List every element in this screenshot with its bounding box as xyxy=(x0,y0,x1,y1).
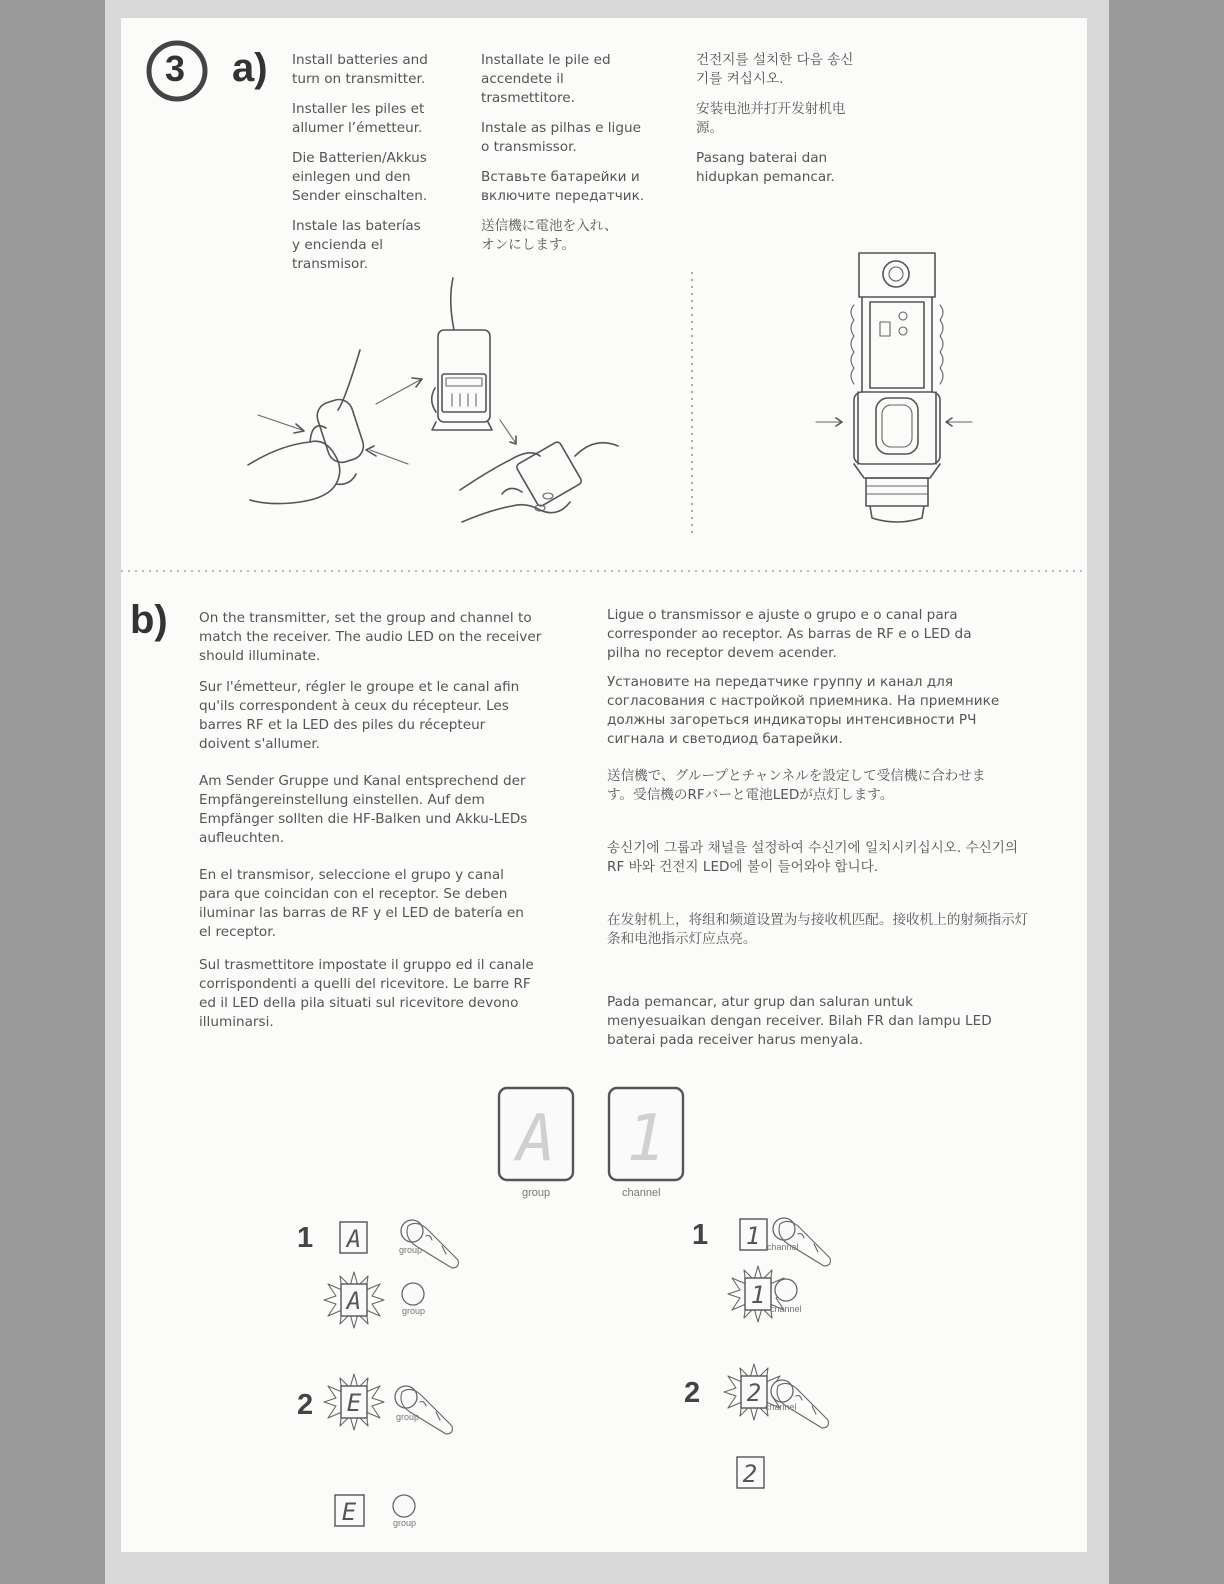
section-b-right-column xyxy=(607,606,1037,1061)
group-button-press-1[interactable] xyxy=(398,1216,468,1272)
group-button-label: group xyxy=(399,1245,423,1255)
section-a-col1 xyxy=(292,51,442,285)
channel-button-label: channel xyxy=(765,1402,797,1412)
instruction-fr: Installer les piles et allumer l’émetteur. xyxy=(292,101,425,136)
group-step-2-number: 2 xyxy=(297,1389,314,1421)
channel-step-2-number: 2 xyxy=(684,1377,701,1409)
section-a-divider xyxy=(690,272,694,534)
instruction-id: Pasang baterai dan hidupkan pemancar. xyxy=(696,150,835,185)
group-step-1-display xyxy=(339,1221,369,1255)
svg-text:A: A xyxy=(346,1287,362,1315)
channel-label: channel xyxy=(622,1187,661,1199)
section-b-left-column xyxy=(199,609,549,1043)
instruction-id: Pada pemancar, atur grup dan saluran untuk menyesuaikan dengan receiver. Bilah FR dan lampu LED baterai pada receiver harus menyala. xyxy=(607,994,992,1048)
section-divider xyxy=(121,569,1087,573)
instruction-en: Install batteries and turn on transmitter. xyxy=(292,52,428,87)
instruction-fr: Sur l'émetteur, régler le groupe et le canal afin qu'ils correspondent à ceux du récepteur. Les barres RF et la LED des piles du récepteur doivent s'allumer. xyxy=(199,679,520,752)
svg-text:2: 2 xyxy=(742,1460,758,1488)
instruction-es: Instale las baterías y encienda el transmisor. xyxy=(292,218,421,272)
handheld-transmitter-illustration xyxy=(810,250,980,530)
instruction-en: On the transmitter, set the group and channel to match the receiver. The audio LED on the receiver should illuminate. xyxy=(199,610,542,664)
channel-step-1-number: 1 xyxy=(692,1219,709,1251)
group-step-1-number: 1 xyxy=(297,1222,314,1254)
svg-text:1: 1 xyxy=(745,1222,761,1250)
group-button-label: group xyxy=(393,1518,417,1528)
group-step-1-blink xyxy=(322,1270,386,1330)
instruction-ru: Вставьте батарейки и включите передатчик. xyxy=(481,169,645,204)
svg-text:E: E xyxy=(346,1389,362,1417)
channel-button-label: channel xyxy=(767,1242,799,1252)
channel-display-value: 1 xyxy=(626,1102,666,1176)
step-number: 3 xyxy=(165,48,186,89)
section-b-letter: b) xyxy=(130,598,168,642)
instruction-zh: 安装电池并打开发射机电源。 xyxy=(696,101,846,136)
group-button-press-2[interactable] xyxy=(392,1382,462,1438)
instruction-ko: 건전지를 설치한 다음 송신기를 켜십시오. xyxy=(696,52,854,87)
instruction-it: Installate le pile ed accendete il trasmettitore. xyxy=(481,52,611,106)
section-a-col2 xyxy=(481,51,649,266)
instruction-ja: 送信機に電池を入れ、オンにします。 xyxy=(481,218,618,253)
svg-text:1: 1 xyxy=(750,1281,766,1309)
group-button-label: group xyxy=(402,1306,426,1316)
group-button-label: group xyxy=(396,1412,420,1422)
channel-button-released-1[interactable] xyxy=(774,1278,800,1304)
instruction-pt: Instale as pilhas e ligue o transmissor. xyxy=(481,120,641,155)
instruction-pt: Ligue o transmissor e ajuste o grupo e o canal para corresponder ao receptor. As barras de RF e o LED da pilha no receptor devem acender. xyxy=(607,607,972,661)
section-a-letter: a) xyxy=(232,46,268,90)
instruction-ru: Установите на передатчике группу и канал для согласования с настройкой приемника. На приемнике должны загореться индикаторы интенсивности РЧ сигнала и светодиод батарейки. xyxy=(607,674,1000,747)
group-display-value: A xyxy=(516,1102,556,1176)
instruction-ko: 송신기에 그룹과 채널을 설정하여 수신기에 일치시키십시오. 수신기의 RF 바와 건전지 LED에 불이 들어와야 합니다. xyxy=(607,840,1019,875)
group-button-released-1[interactable] xyxy=(401,1282,427,1308)
instruction-ja: 送信機で、グループとチャンネルを設定して受信機に合わせます。受信機のRFバーと電池LEDが点灯します。 xyxy=(607,768,986,803)
svg-text:A: A xyxy=(346,1225,362,1253)
group-button-final[interactable] xyxy=(392,1494,418,1520)
svg-text:2: 2 xyxy=(746,1379,762,1407)
instruction-it: Sul trasmettitore impostate il gruppo ed il canale corrispondenti a quelli del ricevitore. Le barre RF ed il LED della pila situati sul ricevitore devono illuminarsi. xyxy=(199,957,534,1030)
svg-text:E: E xyxy=(341,1498,357,1526)
group-display xyxy=(497,1086,577,1182)
group-final-display xyxy=(334,1494,366,1528)
channel-display xyxy=(607,1086,687,1182)
instruction-es: En el transmisor, seleccione el grupo y canal para que coincidan con el receptor. Se deben iluminar las barras de RF y el LED de batería en el receptor. xyxy=(199,867,524,940)
group-label: group xyxy=(522,1187,551,1199)
battery-install-illustration xyxy=(240,270,600,540)
channel-step-1-display xyxy=(739,1218,769,1252)
group-step-2-blink xyxy=(322,1372,386,1432)
instruction-de: Die Batterien/Akkus einlegen und den Sender einschalten. xyxy=(292,150,428,204)
section-a-col3 xyxy=(696,51,866,198)
channel-button-label: channel xyxy=(770,1304,802,1314)
channel-final-display xyxy=(736,1456,766,1490)
instruction-de: Am Sender Gruppe und Kanal entsprechend der Empfängereinstellung einstellen. Auf dem Empfänger sollten die HF-Balken und Akku-LEDs aufleuchten. xyxy=(199,773,528,846)
instruction-zh: 在发射机上，将组和频道设置为与接收机匹配。接收机上的射频指示灯条和电池指示灯应点亮。 xyxy=(607,912,1029,947)
